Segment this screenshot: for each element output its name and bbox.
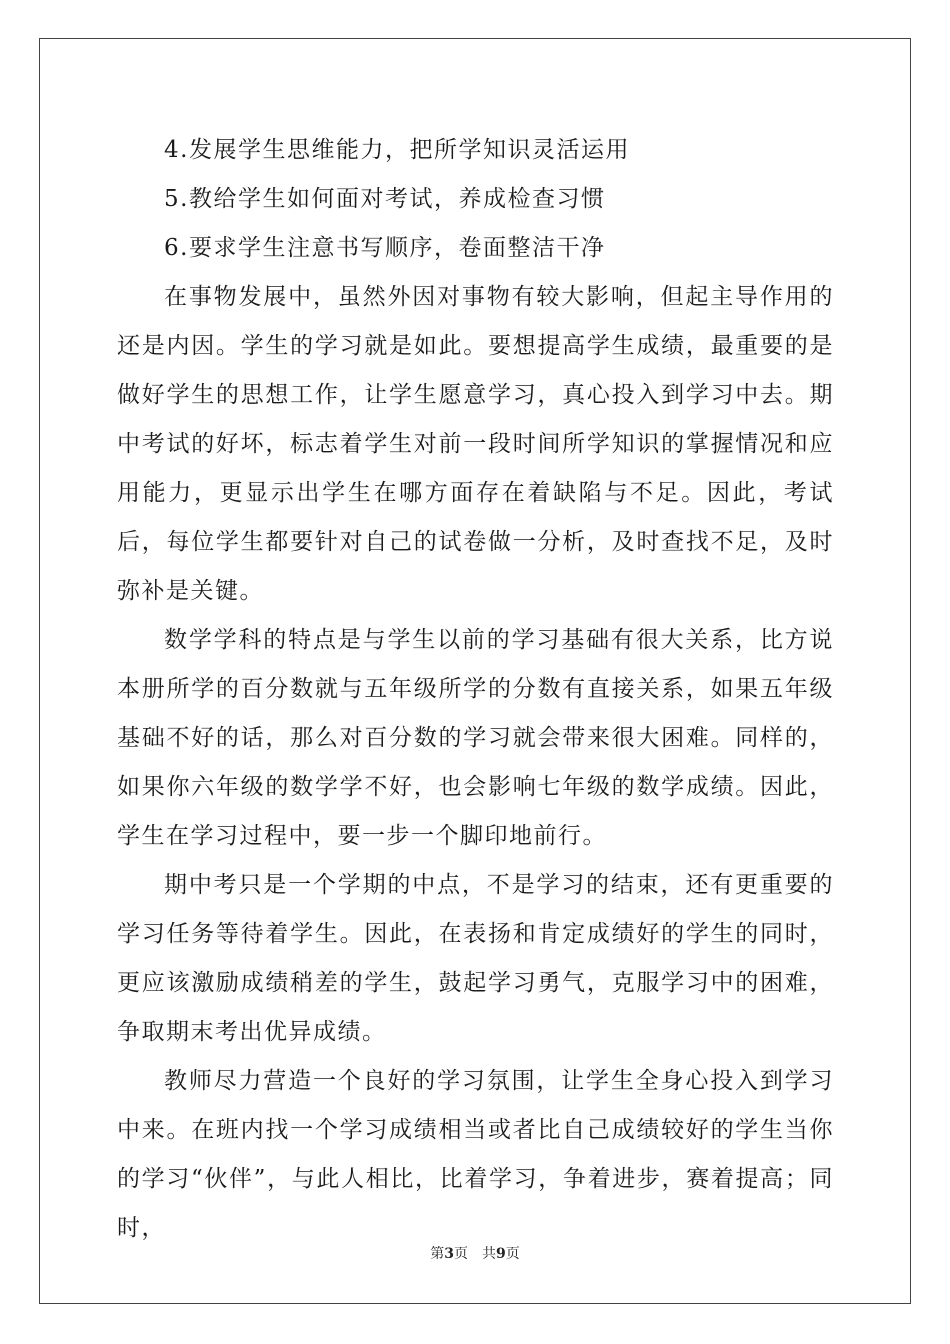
footer-prefix: 第 <box>430 1246 445 1262</box>
list-item: 5.教给学生如何面对考试，养成检查习惯 <box>164 186 606 212</box>
footer-total-prefix: 共 <box>482 1246 496 1262</box>
paragraph: 教师尽力营造一个良好的学习氛围，让学生全身心投入到学习中来。在班内找一个学习成绩相当或者比自己成绩较好的学生当你的学习“伙伴”，与此人相比，比着学习，争着进步，赛着提高；同时， <box>117 1068 834 1241</box>
page-footer <box>0 1244 950 1264</box>
total-page-number: 9 <box>496 1246 506 1262</box>
footer-page-label: 页 <box>454 1246 468 1262</box>
footer-total-suffix: 页 <box>505 1246 520 1262</box>
list-item: 6.要求学生注意书写顺序，卷面整洁干净 <box>164 235 606 261</box>
list-item: 4.发展学生思维能力，把所学知识灵活运用 <box>164 137 630 163</box>
current-page-number: 3 <box>444 1246 454 1262</box>
paragraph: 数学学科的特点是与学生以前的学习基础有很大关系，比方说本册所学的百分数就与五年级所学的分数有直接关系，如果五年级基础不好的话，那么对百分数的学习就会带来很大困难。同样的，如果你六年级的数学学不好，也会影响七年级的数学成绩。因此，学生在学习过程中，要一步一个脚印地前行。 <box>117 627 834 849</box>
paragraph: 在事物发展中，虽然外因对事物有较大影响，但起主导作用的还是内因。学生的学习就是如此。要想提高学生成绩，最重要的是做好学生的思想工作，让学生愿意学习，真心投入到学习中去。期中考试的好坏，标志着学生对前一段时间所学知识的掌握情况和应用能力，更显示出学生在哪方面存在着缺陷与不足。因此，考试后，每位学生都要针对自己的试卷做一分析，及时查找不足，及时弥补是关键。 <box>117 284 834 604</box>
document-body <box>117 126 834 1253</box>
paragraph: 期中考只是一个学期的中点，不是学习的结束，还有更重要的学习任务等待着学生。因此，在表扬和肯定成绩好的学生的同时，更应该激励成绩稍差的学生，鼓起学习勇气，克服学习中的困难，争取期末考出优异成绩。 <box>117 872 834 1045</box>
